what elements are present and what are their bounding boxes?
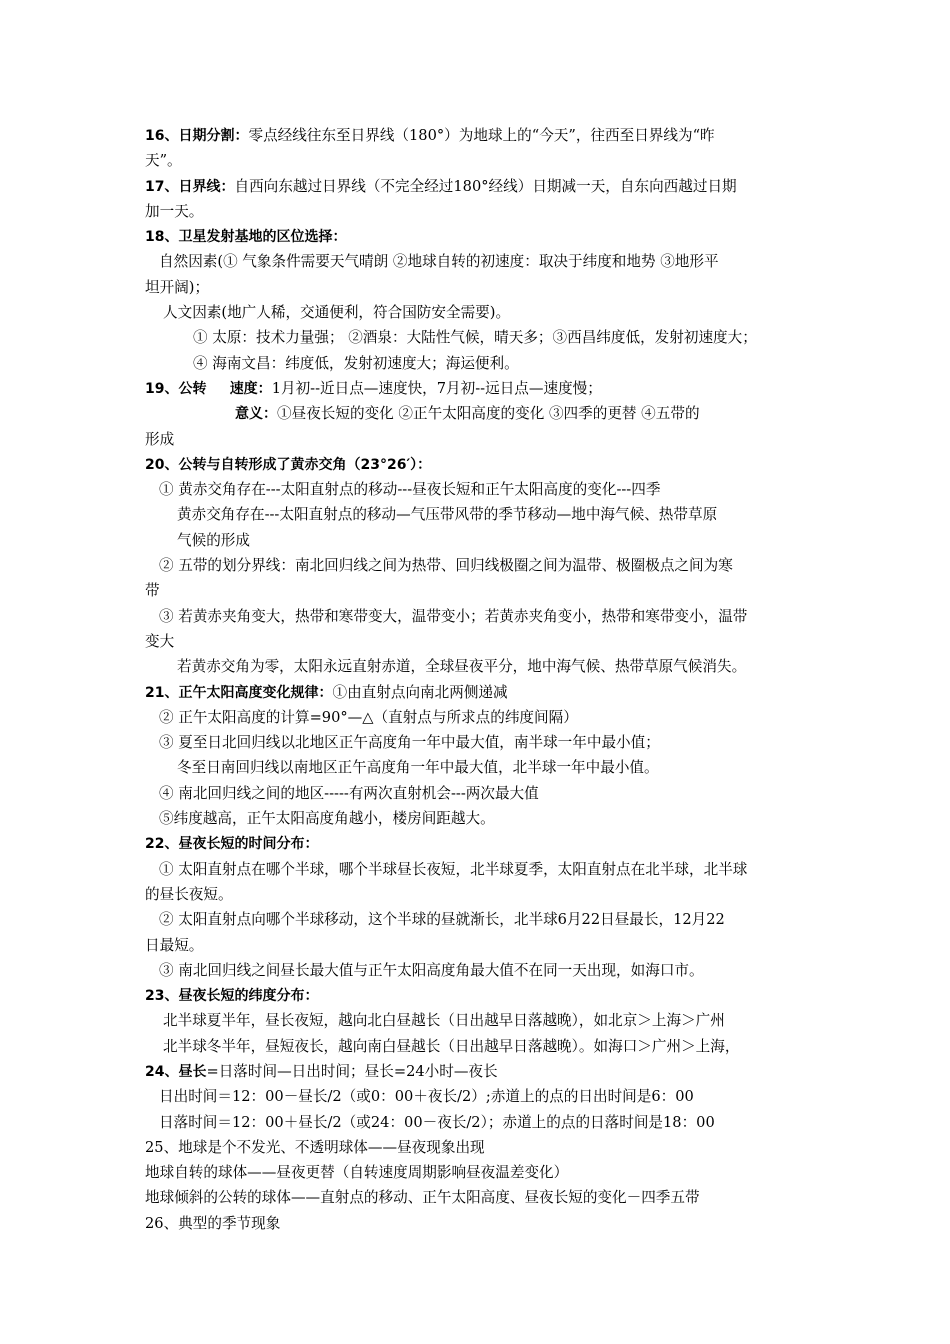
- section-heading: 22、昼夜长短的时间分布：: [145, 836, 319, 853]
- line-text: 天”。: [145, 152, 182, 170]
- line-text: ③ 南北回归线之间昼长最大值与正午太阳高度角最大值不在同一天出现，如海口市。: [159, 961, 704, 979]
- section-heading: 19、公转: [145, 380, 207, 397]
- text-line: [145, 148, 813, 173]
- line-text: 加一天。: [145, 202, 204, 220]
- text-line: [145, 1008, 813, 1033]
- text-line: [145, 983, 813, 1008]
- text-line: [145, 755, 813, 780]
- text-line: [145, 831, 813, 856]
- line-text: 黄赤交角存在---太阳直射点的移动—气压带风带的季节移动—地中海气候、热带草原: [177, 506, 718, 524]
- section-heading: 24、昼长: [145, 1063, 207, 1080]
- line-text: ② 五带的划分界线：南北回归线之间为热带、回归线极圈之间为温带、极圈极点之间为寒: [159, 557, 733, 575]
- subsection-label: 意义：: [235, 406, 277, 423]
- line-text: 的昼长夜短。: [145, 885, 233, 903]
- text-line: [145, 123, 813, 148]
- line-text: ① 黄赤交角存在---太阳直射点的移动---昼夜长短和正午太阳高度的变化---四季: [159, 481, 661, 499]
- section-heading: 21、正午太阳高度变化规律：: [145, 684, 333, 701]
- line-text: 形成: [145, 430, 175, 448]
- line-text: ①由直射点向南北两侧递减: [332, 683, 508, 701]
- line-text: 变大: [145, 632, 175, 650]
- line-text: 零点经线往东至日界线（180°）为地球上的“今天”，往西至日界线为“昨: [248, 127, 715, 144]
- text-line: [145, 275, 813, 300]
- line-text: ④ 南北回归线之间的地区-----有两次直射机会---两次最大值: [159, 784, 539, 802]
- text-line: [145, 300, 813, 325]
- line-text: 带: [145, 582, 160, 600]
- section-heading: 16、日期分割：: [145, 128, 249, 144]
- text-line: [145, 680, 813, 705]
- text-line: [145, 1059, 813, 1084]
- line-text: ③ 夏至日北回归线以北地区正午高度角一年中最大值，南半球一年中最小值；: [159, 734, 660, 752]
- line-text: 日落时间＝12：00＋昼长/2（或24：00－夜长/2）；赤道上的点的日落时间是18：00: [159, 1113, 715, 1131]
- line-text: =日落时间—日出时间；昼长=24小时—夜长: [206, 1062, 498, 1080]
- line-text: ② 正午太阳高度的计算=90°—△（直射点与所求点的纬度间隔）: [159, 708, 578, 726]
- line-text: ①昼夜长短的变化 ②正午太阳高度的变化 ③四季的更替 ④五带的: [277, 405, 700, 423]
- section-heading: 20、公转与自转形成了黄赤交角（23°26′）：: [145, 456, 432, 473]
- line-text: ① 太原：技术力量强； ②酒泉：大陆性气候，晴天多；③西昌纬度低，发射初速度大；: [193, 329, 757, 347]
- line-text: ④ 海南文昌：纬度低，发射初速度大；海运便利。: [193, 354, 519, 372]
- line-text: 冬至日南回归线以南地区正午高度角一年中最大值，北半球一年中最小值。: [177, 759, 659, 777]
- text-line: [145, 477, 813, 502]
- line-text: 北半球冬半年，昼短夜长，越向南白昼越长（日出越早日落越晚）。如海口＞广州＞上海，: [163, 1037, 740, 1055]
- text-line: [145, 1185, 813, 1210]
- text-line: [145, 1135, 813, 1160]
- line-text: 日最短。: [145, 936, 204, 954]
- line-text: 自西向东越过日界线（不完全经过180°经线）日期减一天，自东向西越过日期: [234, 177, 737, 195]
- text-line: [145, 730, 813, 755]
- text-line: [145, 502, 813, 527]
- text-line: [145, 629, 813, 654]
- line-text: ⑤纬度越高，正午太阳高度角越小，楼房间距越大。: [159, 810, 495, 828]
- text-line: [145, 452, 813, 477]
- text-line: [145, 705, 813, 730]
- section-heading: 17、日界线：: [145, 178, 235, 195]
- text-line: [145, 427, 813, 452]
- text-line: [145, 1211, 813, 1236]
- text-line: [145, 882, 813, 907]
- line-text: 北半球夏半年，昼长夜短，越向北白昼越长（日出越早日落越晚），如北京＞上海＞广州: [163, 1012, 725, 1030]
- text-line: [145, 1034, 813, 1059]
- line-text: ② 太阳直射点向哪个半球移动，这个半球的昼就渐长，北半球6月22日昼最长，12月22: [159, 911, 725, 929]
- text-line: [145, 1084, 813, 1109]
- line-text: 自然因素(① 气象条件需要天气晴朗 ②地球自转的初速度：取决于纬度和地势 ③地形平: [159, 253, 719, 271]
- line-text: 地球倾斜的公转的球体——直射点的移动、正午太阳高度、昼夜长短的变化－四季五带: [145, 1189, 700, 1207]
- text-line: [145, 351, 813, 376]
- text-line: [145, 781, 813, 806]
- section-heading: 23、昼夜长短的纬度分布：: [145, 988, 319, 1005]
- text-line: [145, 907, 813, 932]
- text-line: [145, 325, 813, 350]
- text-line: [145, 249, 813, 274]
- line-text: 日出时间＝12：00－昼长/2（或0：00＋夜长/2）;赤道上的点的日出时间是6：00: [159, 1088, 694, 1106]
- text-line: [145, 199, 813, 224]
- line-text: 气候的形成: [177, 531, 250, 549]
- line-text: 26、典型的季节现象: [145, 1214, 281, 1232]
- text-line: [145, 1110, 813, 1135]
- text-line: [145, 401, 813, 426]
- text-line: [145, 806, 813, 831]
- text-line: [145, 174, 813, 199]
- text-line: [145, 654, 813, 679]
- line-text: ③ 若黄赤夹角变大，热带和寒带变大，温带变小；若黄赤夹角变小，热带和寒带变小，温带: [159, 607, 748, 625]
- text-line: [145, 857, 813, 882]
- text-line: [145, 553, 813, 578]
- text-line: [145, 578, 813, 603]
- document-body: [145, 123, 813, 1236]
- line-text: 若黄赤交角为零，太阳永远直射赤道，全球昼夜平分，地中海气候、热带草原气候消失。: [177, 658, 747, 676]
- line-text: 地球自转的球体——昼夜更替（自转速度周期影响昼夜温差变化）: [145, 1164, 569, 1182]
- line-text: 1月初--近日点—速度快，7月初--远日点—速度慢；: [271, 379, 602, 397]
- subsection-label: 速度：: [229, 380, 272, 397]
- line-text: 25、地球是个不发光、不透明球体——昼夜现象出现: [145, 1138, 485, 1156]
- line-text: ① 太阳直射点在哪个半球，哪个半球昼长夜短，北半球夏季，太阳直射点在北半球，北半球: [159, 860, 748, 878]
- text-line: [145, 604, 813, 629]
- text-line: [145, 958, 813, 983]
- text-line: [145, 528, 813, 553]
- text-line: [145, 376, 813, 401]
- line-text: 人文因素(地广人稀，交通便利，符合国防安全需要)。: [163, 304, 511, 322]
- text-line: [145, 1160, 813, 1185]
- section-heading: 18、卫星发射基地的区位选择：: [145, 229, 347, 246]
- text-line: [145, 933, 813, 958]
- line-text: 坦开阔)；: [145, 278, 210, 296]
- text-line: [145, 224, 813, 249]
